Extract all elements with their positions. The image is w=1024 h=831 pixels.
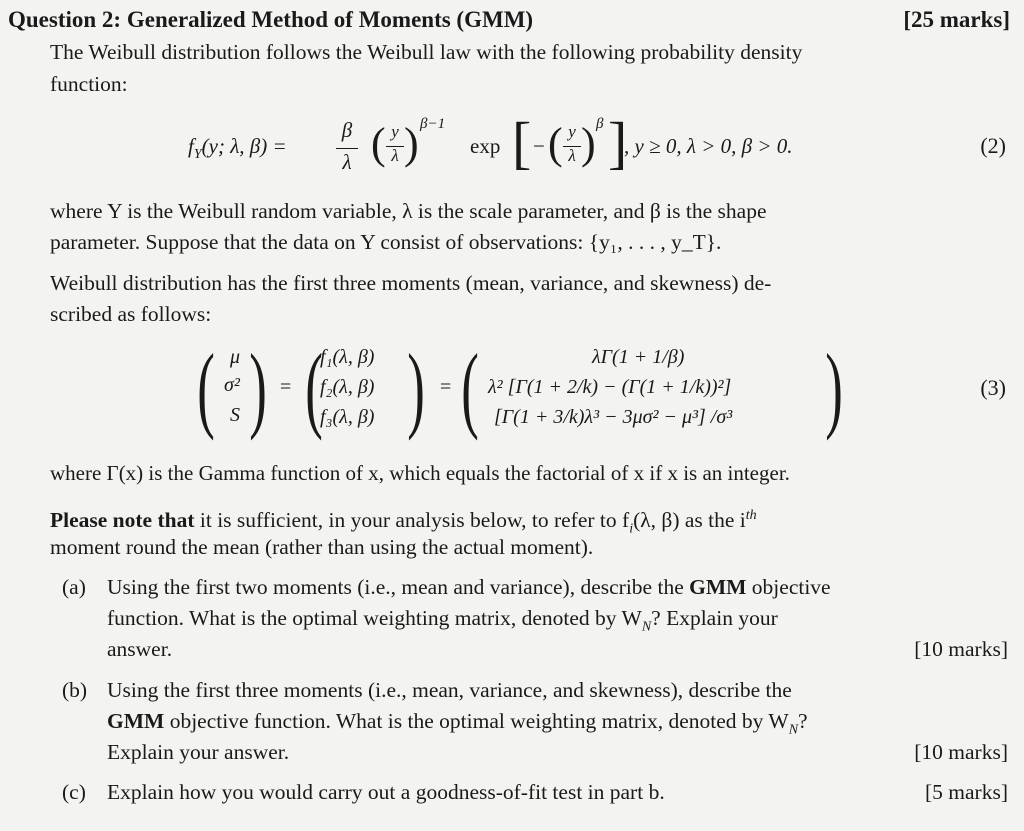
gamma-note: where Γ(x) is the Gamma function of x, which equals the factorial of x if x is an integer. <box>50 461 790 485</box>
question-marks: [25 marks] <box>903 7 1010 32</box>
eq3-col1-mu: μ <box>230 346 241 368</box>
part-a-line-1a: Using the first two moments (i.e., mean and variance), describe the <box>107 575 690 599</box>
eq2-conditions: , y ≥ 0, λ > 0, β > 0. <box>624 134 793 158</box>
eq2-inner-num: y <box>391 122 399 141</box>
part-c-line-1: Explain how you would carry out a goodness-of-fit test in part b. <box>107 780 665 804</box>
part-b-marks: [10 marks] <box>914 740 1008 764</box>
eq3-col2-f3: f₃(λ, β) <box>320 406 375 428</box>
eq3-col3-rparen: ) <box>825 334 843 441</box>
eq2-inner-num-2: y <box>568 122 576 141</box>
eq3-col1-rparen: ) <box>249 334 267 441</box>
part-b-label: (b) <box>62 678 88 702</box>
equation-2-number: (2) <box>980 133 1006 158</box>
eq2-power: β−1 <box>420 116 446 132</box>
part-c-label: (c) <box>62 780 86 804</box>
moments-intro-line-1: Weibull distribution has the first three moments (mean, variance, and skewness) de- <box>50 271 772 295</box>
eq2-inner-den: λ <box>391 146 399 165</box>
equation-2 <box>188 110 888 182</box>
eq3-col2-f1: f₁(λ, β) <box>320 346 375 368</box>
eq3-col3-row2: λ² [Γ(1 + 2/k) − (Γ(1 + 1/k))²] <box>488 376 732 398</box>
eq2-lhs-args: (y; λ, β) = <box>201 134 287 158</box>
eq2-lhs: f <box>188 134 194 158</box>
note-line-1: Please note that it is sufficient, in your analysis below, to refer to $f_i(\lambda$, β) as the $i^{th}$ <box>50 508 757 537</box>
intro-line-2: function: <box>50 72 128 96</box>
note-bold: Please note that <box>50 508 195 533</box>
part-a-line-2b: ? Explain your <box>651 606 778 630</box>
part-a-marks: [10 marks] <box>914 637 1008 661</box>
part-a-sub: N <box>641 619 652 635</box>
eq3-col3-row1: λΓ(1 + 1/β) <box>592 346 685 368</box>
eq3-col2-f2: f₂(λ, β) <box>320 376 375 398</box>
eq2-minus: − <box>533 134 545 158</box>
part-b-line-2a: objective function. What is the optimal weighting matrix, denoted by W <box>164 709 789 733</box>
eq3-equals-2: = <box>440 376 452 398</box>
note-line-2: moment round the mean (rather than using the actual moment). <box>50 535 594 559</box>
equation-3 <box>196 334 876 441</box>
eq3-col3-lparen: ( <box>461 334 479 441</box>
part-a-line-3: answer. <box>107 637 173 661</box>
equation-3-number: (3) <box>980 375 1006 400</box>
where-line-1: where Y is the Weibull random variable, λ is the scale parameter, and β is the shape <box>50 199 767 223</box>
part-a-line-1 <box>107 573 831 601</box>
part-b-line-1: Using the first three moments (i.e., mean, variance, and skewness), describe the <box>107 678 792 702</box>
eq2-lhs-sub: Y <box>193 147 202 163</box>
eq2-frac-den: λ <box>342 150 352 174</box>
part-b-line-2b: ? <box>798 709 808 733</box>
part-a-gmm: GMM <box>689 575 747 599</box>
eq3-col1-s: S <box>230 404 240 426</box>
moments-intro-line-2: scribed as follows: <box>50 302 212 326</box>
part-c-marks: [5 marks] <box>925 780 1008 804</box>
eq2-lbracket: [ <box>512 110 532 175</box>
eq2-inner-den-2: λ <box>568 146 576 165</box>
eq2-rbracket: ] <box>608 110 628 175</box>
part-a-line-1b: objective <box>746 575 831 599</box>
part-b-sub: N <box>788 722 799 738</box>
part-a-line-2a: function. What is the optimal weighting matrix, denoted by W <box>107 606 642 630</box>
question-title: Question 2: Generalized Method of Moments (GMM) <box>8 7 534 32</box>
eq3-equals-1: = <box>280 376 292 398</box>
eq3-col3-row3: [Γ(1 + 3/k)λ³ − 3μσ² − μ³] /σ³ <box>494 406 733 428</box>
note-sup: th <box>745 508 757 523</box>
eq2-rparen2: ) <box>581 119 596 168</box>
eq3-col1-sigma2: σ² <box>224 374 240 396</box>
part-a-line-2 <box>107 604 778 641</box>
where-line-2: parameter. Suppose that the data on Y consist of observations: {y₁, . . . , y_T}. <box>50 230 722 254</box>
eq2-exp-power: β <box>596 116 604 132</box>
eq2-rparen: ) <box>404 119 419 168</box>
eq2-frac-num: β <box>341 118 353 142</box>
eq3-col2-lparen: ( <box>305 334 323 441</box>
eq2-lparen2: ( <box>548 119 563 168</box>
eq2-lparen: ( <box>371 119 386 168</box>
intro-line-1: The Weibull distribution follows the Weibull law with the following probability density <box>50 40 803 64</box>
part-b-line-3: Explain your answer. <box>107 740 290 764</box>
part-a-label: (a) <box>62 575 86 599</box>
part-b-gmm: GMM <box>107 709 165 733</box>
eq2-exp: exp <box>470 134 501 158</box>
note-rest-1: it is sufficient, in your analysis below, to refer to f <box>194 508 630 533</box>
eq3-col1-lparen: ( <box>197 334 215 441</box>
eq2-frac-bar <box>336 148 358 149</box>
eq3-col2-rparen: ) <box>407 334 425 441</box>
note-rest-1b: (λ, β) as the i <box>633 508 746 533</box>
